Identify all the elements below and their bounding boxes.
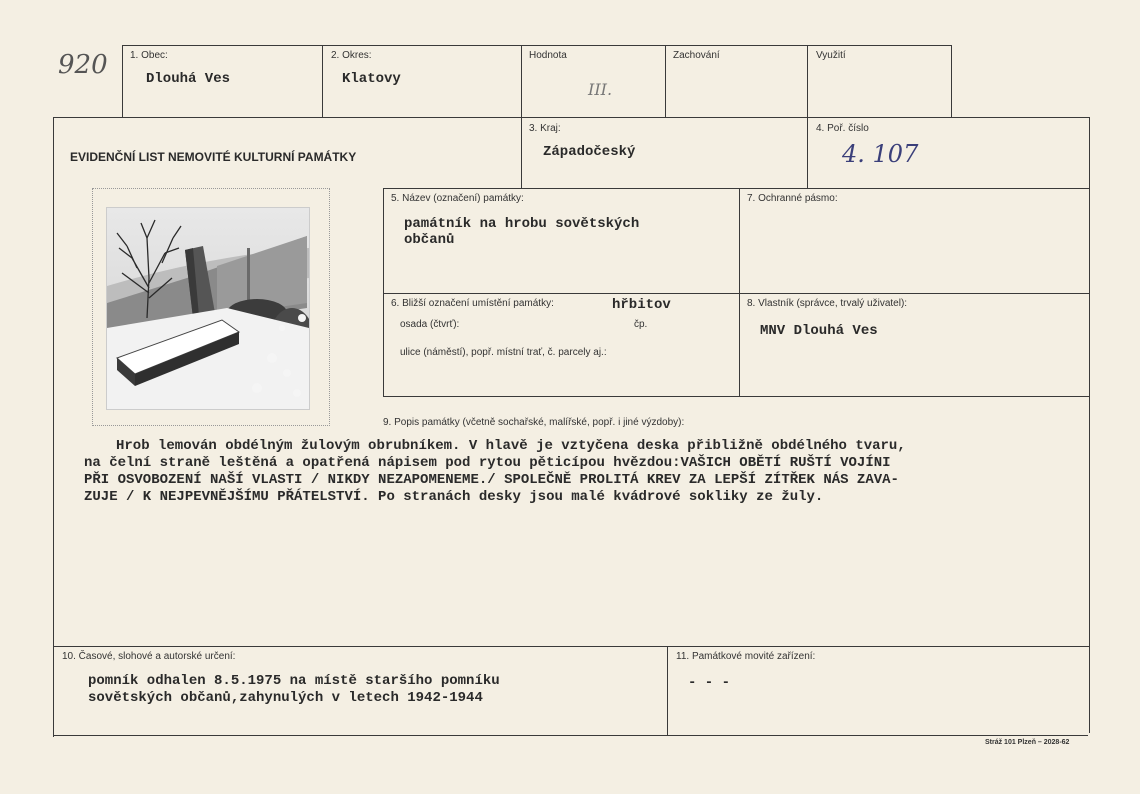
obec-label: 1. Obec: [130, 50, 168, 61]
movite-label: 11. Památkové movité zařízení: [676, 651, 816, 662]
middle-divider [739, 188, 740, 396]
vlastnik-label: 8. Vlastník (správce, trvalý uživatel): [747, 298, 908, 309]
bottom-section-divider [667, 646, 668, 735]
ochranne-label: 7. Ochranné pásmo: [747, 193, 838, 204]
monument-photo [106, 207, 310, 410]
header-divider-3 [521, 45, 522, 117]
okres-label: 2. Okres: [331, 50, 372, 61]
popis-line: Hrob lemován obdélným žulovým obrubníkem. V hlavě je vztyčena deska přibližně obdélného tvaru, [116, 438, 906, 454]
kraj-value: Západočeský [543, 144, 636, 160]
popis-label: 9. Popis památky (včetně sochařské, malířské, popř. i jiné výzdoby): [383, 417, 685, 428]
casove-line2: sovětských občanů,zahynulých v letech 1942-1944 [88, 690, 483, 706]
bottom-section-top-line [53, 646, 1089, 647]
nazev-left-line [383, 188, 384, 396]
form-top-line [53, 117, 1090, 118]
header-divider-1 [122, 45, 123, 117]
header-divider-4 [665, 45, 666, 117]
nazev-value-line1: památník na hrobu sovětských [404, 216, 640, 232]
hodnota-value: III. [588, 80, 613, 99]
record-number: 920 [58, 50, 108, 80]
osada-label: osada (čtvrť): [400, 319, 460, 330]
ulice-label: ulice (náměstí), popř. místní trať, č. parcely aj.: [400, 347, 607, 358]
form-title: EVIDENČNÍ LIST NEMOVITÉ KULTURNÍ PAMÁTKY [70, 150, 357, 164]
zachovani-label: Zachování [673, 50, 720, 61]
popis-line: PŘI OSVOBOZENÍ NAŠÍ VLASTI / NIKDY NEZAPOMENEME./ SPOLEČNĚ PROLITÁ KREV ZA LEPŠÍ ZÍTŘEK NÁS ZAVA- [84, 472, 899, 488]
popis-line: ZUJE / K NEJPEVNĚJŠÍMU PŘÁTELSTVÍ. Po stranách desky jsou malé kvádrové sokliky ze žuly. [84, 489, 824, 505]
nazev-top-line [383, 188, 1089, 189]
umisteni-label: 6. Bližší označení umístění památky: [391, 298, 554, 309]
header-divider-2 [322, 45, 323, 117]
header-divider-6 [951, 45, 952, 117]
print-footer: Stráž 101 Plzeň – 2028-62 [985, 739, 1070, 746]
casove-line1: pomník odhalen 8.5.1975 na místě staršího pomníku [88, 673, 500, 689]
form-left-line [53, 117, 54, 737]
nazev-label: 5. Název (označení) památky: [391, 193, 524, 204]
grid-bottom-line [383, 396, 1089, 397]
movite-value: - - - [688, 675, 731, 691]
casove-label: 10. Časové, slohové a autorské určení: [62, 651, 236, 662]
row-divider [383, 293, 1089, 294]
header-divider-5 [807, 45, 808, 117]
kraj-label: 3. Kraj: [529, 123, 561, 134]
vyuziti-label: Využití [816, 50, 846, 61]
okres-value: Klatovy [342, 71, 401, 87]
obec-value: Dlouhá Ves [146, 71, 231, 87]
header-top-line [122, 45, 952, 46]
form-right-line [1089, 117, 1090, 733]
popis-text [84, 438, 1074, 506]
hodnota-label: Hodnota [529, 50, 567, 61]
porcislo-left-line [807, 117, 808, 189]
por-cislo-value: 4. 107 [842, 140, 919, 168]
vlastnik-value: MNV Dlouhá Ves [760, 323, 878, 339]
nazev-value-line2: občanů [404, 232, 455, 248]
popis-line: na čelní straně leštěná a opatřená nápisem pod rytou pěticípou hvězdou:VAŠICH OBĚTÍ RUŠTÍ VOJÍNI [84, 455, 891, 471]
por-cislo-label: 4. Poř. číslo [816, 123, 869, 134]
grave-photo-image [107, 208, 309, 409]
umisteni-value: hřbitov [612, 297, 671, 313]
form-bottom-line [53, 735, 1088, 736]
cp-label: čp. [634, 319, 648, 330]
kraj-left-line [521, 117, 522, 189]
